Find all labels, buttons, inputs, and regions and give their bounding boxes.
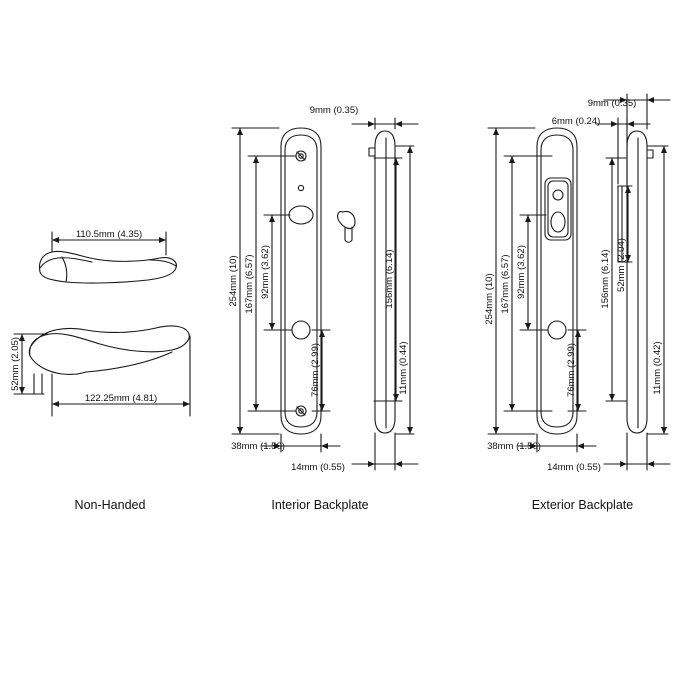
dim-label-lever-bottom-length: 122.25mm (4.81) [84, 393, 158, 404]
dim-label-ext-52: 52mm (2.04) [616, 238, 627, 292]
dim-lever-bottom-length [52, 336, 190, 416]
dim-label-ext-254: 254mm (10) [484, 273, 495, 325]
dim-ext-14 [604, 433, 670, 470]
dim-label-ext-11: 11mm (0.42) [652, 341, 663, 395]
dim-int-9mm [352, 118, 418, 129]
dim-label-int-76: 76mm (2.99) [310, 343, 321, 397]
lever-lower-profile [29, 326, 189, 394]
dim-ext-6mm [596, 118, 650, 184]
dim-label-ext-9mm: 9mm (0.35) [587, 98, 637, 109]
dim-int-14 [352, 433, 418, 470]
dim-label-ext-92: 92mm (3.62) [516, 245, 527, 299]
dim-label-int-38: 38mm (1.50) [231, 441, 285, 452]
dim-label-int-11: 11mm (0.44) [398, 341, 409, 395]
lever-upper-profile [40, 251, 177, 283]
dim-label-ext-167: 167mm (6.57) [500, 254, 511, 314]
dim-label-lever-top-length: 110.5mm (4.35) [75, 229, 143, 240]
dim-label-ext-76: 76mm (2.99) [566, 343, 577, 397]
dim-label-ext-38: 38mm (1.50) [487, 441, 541, 452]
dim-label-int-167: 167mm (6.57) [244, 254, 255, 314]
caption-non-handed: Non-Handed [74, 498, 146, 512]
dim-label-int-156: 156mm (6.14) [384, 249, 395, 309]
dim-label-ext-156: 156mm (6.14) [600, 249, 611, 309]
dim-label-int-9mm: 9mm (0.35) [309, 105, 359, 116]
dim-label-int-92: 92mm (3.62) [260, 245, 271, 299]
dim-label-ext-6mm: 6mm (0.24) [551, 116, 601, 127]
dim-label-int-14: 14mm (0.55) [291, 462, 345, 473]
caption-exterior-backplate: Exterior Backplate [531, 498, 634, 512]
caption-interior-backplate: Interior Backplate [271, 498, 369, 512]
dim-label-lever-height: 52mm (2.05) [10, 337, 21, 391]
view-non-handed [14, 232, 190, 416]
dim-label-ext-14: 14mm (0.55) [547, 462, 601, 473]
dim-label-int-254: 254mm (10) [228, 255, 239, 307]
